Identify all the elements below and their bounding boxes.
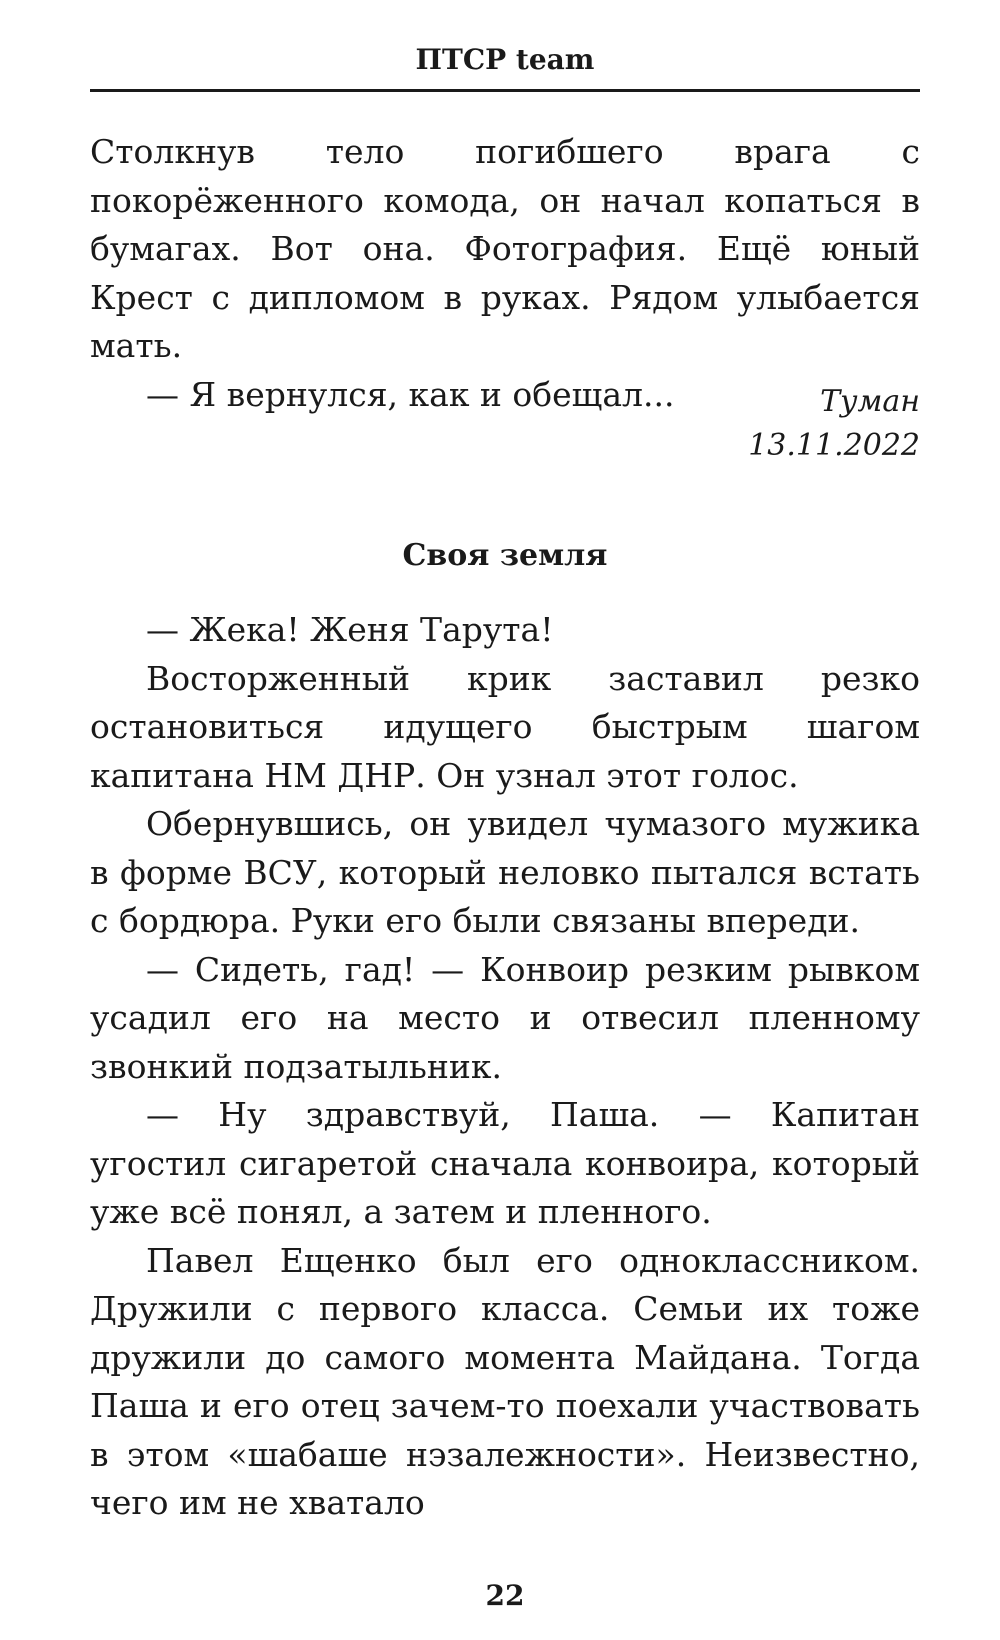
paragraph: Обернувшись, он увидел чумазого мужика в форме ВСУ, который неловко пытался встать с бордюра. Руки его были связаны впереди. bbox=[90, 804, 920, 940]
page-number: 22 bbox=[485, 1579, 525, 1612]
paragraph: — Я вернулся, как и обещал... bbox=[146, 374, 675, 414]
story-body bbox=[90, 606, 920, 1528]
paragraph: — Сидеть, гад! — Конвоир резким рывком усадил его на место и отвесил пленному звонкий подзатыльник. bbox=[90, 949, 920, 1086]
signature-author: Туман bbox=[820, 384, 920, 419]
header-rule bbox=[90, 89, 920, 92]
previous-story-ending bbox=[90, 128, 920, 419]
paragraph: Павел Ещенко был его одноклассником. Дружили с первого класса. Семьи их тоже дружили до самого момента Майдана. Тогда Паша и его отец зачем-то поехали участвовать в этом «шабаше нэзалежности». Неизвестно, чего им не хватало bbox=[90, 1240, 920, 1522]
paragraph: — Жека! Женя Тарута! bbox=[146, 610, 554, 649]
story-title: Своя земля bbox=[402, 538, 608, 573]
running-header: ПТСР team bbox=[415, 43, 595, 76]
paragraph: Столкнув тело погибшего врага с покорёженного комода, он начал копаться в бумагах. Вот она. Фотография. Ещё юный Крест с дипломом в руках. Рядом улыбается мать. bbox=[90, 132, 920, 365]
paragraph: Восторженный крик заставил резко остановиться идущего быстрым шагом капитана НМ ДНР. Он узнал этот голос. bbox=[90, 658, 920, 795]
signature-date: 13.11.2022 bbox=[748, 428, 920, 463]
paragraph: — Ну здравствуй, Паша. — Капитан угостил сигаретой сначала конвоира, который уже всё понял, а затем и пленного. bbox=[90, 1095, 920, 1231]
